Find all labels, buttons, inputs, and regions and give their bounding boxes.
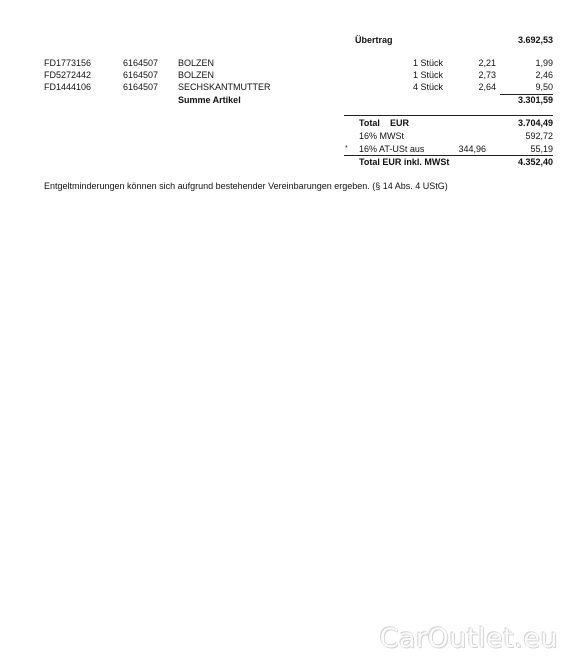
- item-quantity: 1 Stück: [412, 70, 443, 80]
- item-reference: 6164507: [123, 58, 159, 68]
- totals-top-rule: [344, 115, 553, 116]
- vat-value: 592,72: [525, 131, 553, 141]
- carry-over-label: Übertrag: [355, 35, 393, 45]
- carry-over-value: 3.692,53: [517, 35, 553, 45]
- watermark-logo: CarOutlet.eu: [379, 623, 558, 654]
- item-quantity: 4 Stück: [412, 82, 443, 92]
- total-currency: EUR: [390, 118, 410, 128]
- totals-bottom-rule: [344, 155, 553, 156]
- item-reference: 6164507: [123, 82, 159, 92]
- grand-total-value: 4.352,40: [517, 157, 553, 167]
- at-vat-value: 55,19: [530, 144, 553, 154]
- item-total: 1,99: [535, 58, 553, 68]
- total-label: Total: [359, 118, 380, 128]
- sum-articles-label: Summe Artikel: [178, 95, 241, 105]
- item-description: SECHSKANTMUTTER: [178, 82, 271, 92]
- item-description: BOLZEN: [178, 58, 215, 68]
- item-total: 9,50: [535, 82, 553, 92]
- item-article-number: FD1444106: [44, 82, 92, 92]
- at-vat-base: 344,96: [458, 144, 486, 154]
- item-description: BOLZEN: [178, 70, 215, 80]
- grand-total-label: Total EUR inkl. MWSt: [359, 157, 450, 167]
- total-value: 3.704,49: [517, 118, 553, 128]
- legal-note: Entgeltminderungen können sich aufgrund bestehender Vereinbarungen ergeben. (§ 14 Abs. 4 UStG): [44, 181, 448, 191]
- item-quantity: 1 Stück: [412, 58, 443, 68]
- item-total: 2,46: [535, 70, 553, 80]
- item-reference: 6164507: [123, 70, 159, 80]
- item-article-number: FD1773156: [44, 58, 92, 68]
- item-unit-price: 2,21: [478, 58, 496, 68]
- item-unit-price: 2,64: [478, 82, 496, 92]
- item-unit-price: 2,73: [478, 70, 496, 80]
- vat-label: 16% MWSt: [359, 131, 405, 141]
- sum-articles-value: 3.301,59: [517, 95, 553, 105]
- item-article-number: FD5272442: [44, 70, 92, 80]
- at-vat-label: 16% AT-USt aus: [359, 144, 425, 154]
- at-vat-marker: *: [345, 145, 348, 152]
